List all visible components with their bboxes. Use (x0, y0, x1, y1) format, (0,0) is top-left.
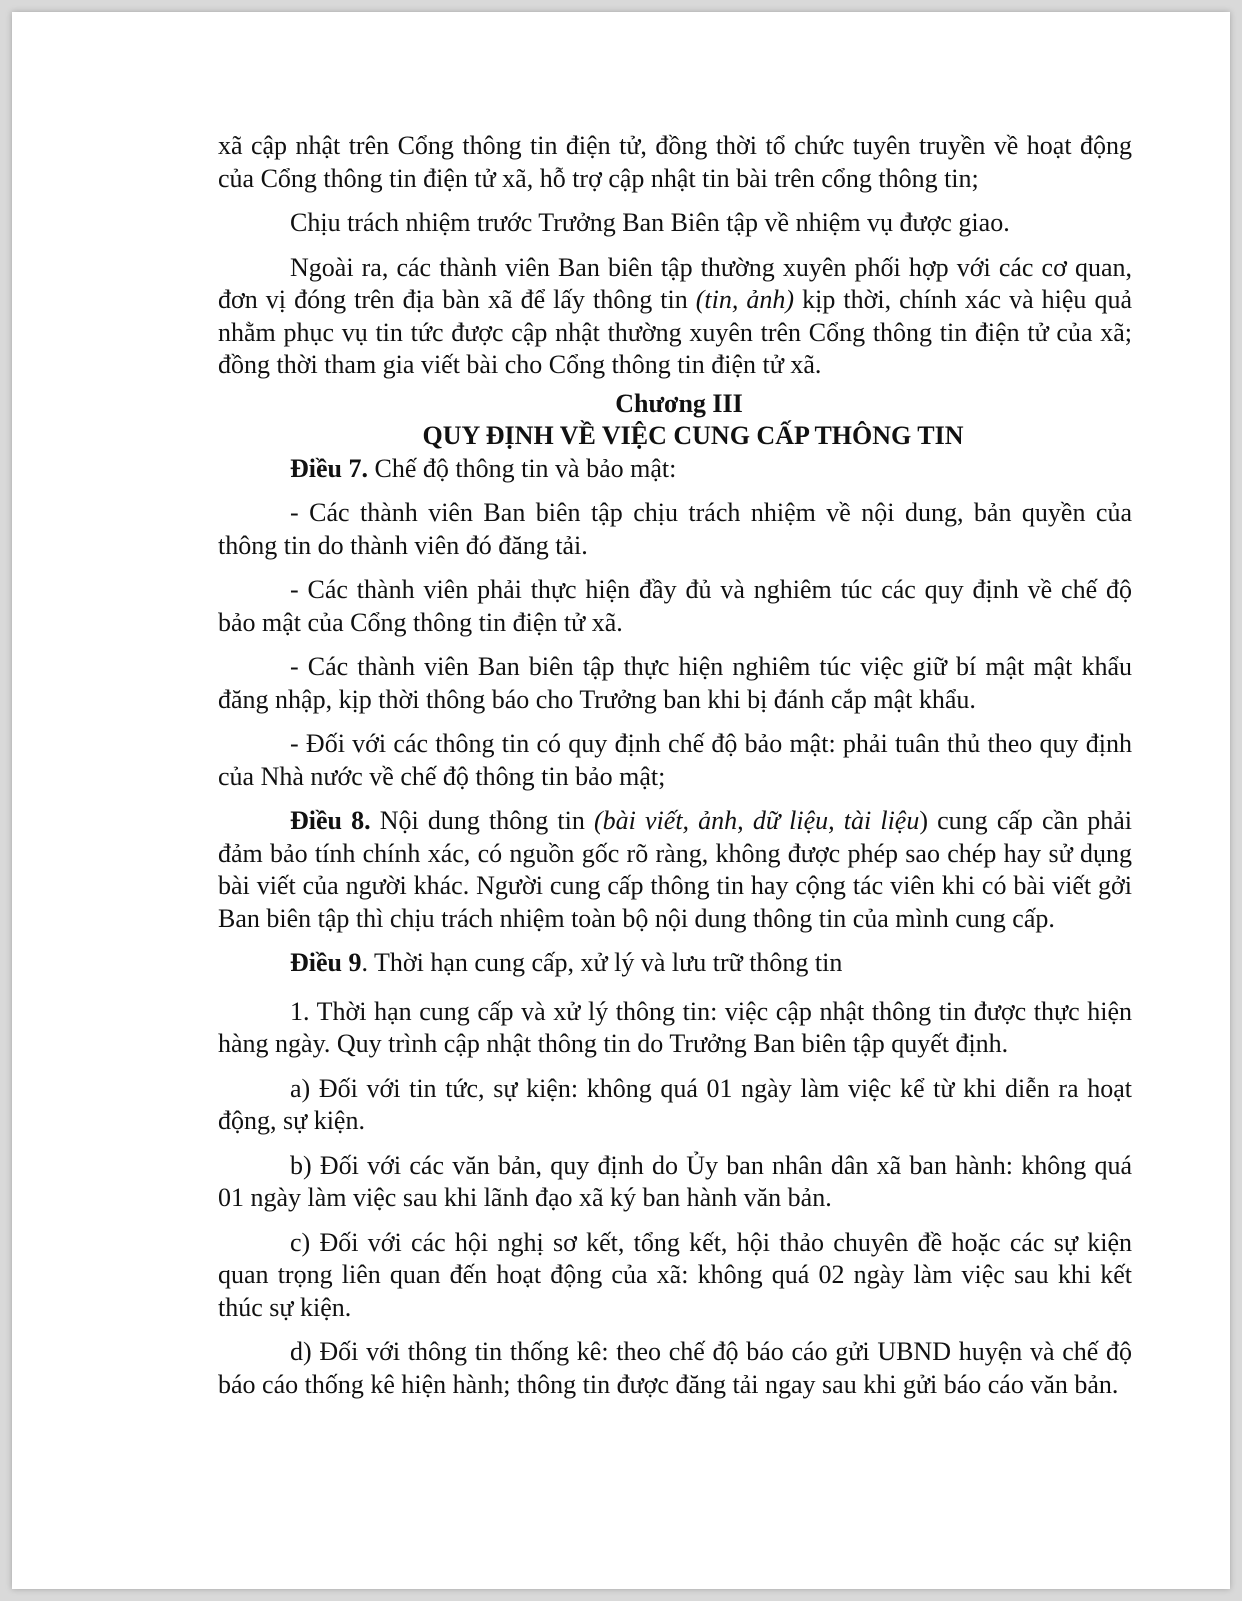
article-7-heading (218, 453, 1132, 486)
article-9-heading-text: . Thời hạn cung cấp, xử lý và lưu trữ thông tin (361, 948, 843, 977)
article-7-label: Điều 7. (290, 453, 368, 483)
article-7-item: - Các thành viên Ban biên tập chịu trách nhiệm về nội dung, bản quyền của thông tin do thành viên đó đăng tải. (218, 498, 1132, 560)
paragraph-portal-update: xã cập nhật trên Cổng thông tin điện tử, đồng thời tổ chức tuyên truyền về hoạt động của Cổng thông tin điện tử xã, hỗ trợ cập nhật tin bài trên cổng thông tin; (218, 131, 1132, 193)
article-9-item: d) Đối với thông tin thống kê: theo chế độ báo cáo gửi UBND huyện và chế độ báo cáo thống kê hiện hành; thông tin được đăng tải ngay sau khi gửi báo cáo văn bản. (218, 1337, 1132, 1399)
article-9-item: c) Đối với các hội nghị sơ kết, tổng kết, hội thảo chuyên đề hoặc các sự kiện quan trọng liên quan đến hoạt động của xã: không quá 02 ngày làm việc sau khi kết thúc sự kiện. (218, 1227, 1132, 1322)
document-body (218, 130, 1132, 1401)
chapter-number: Chương III (615, 388, 743, 418)
article-9-item: a) Đối với tin tức, sự kiện: không quá 01 ngày làm việc kể từ khi diễn ra hoạt động, sự kiện. (218, 1073, 1132, 1135)
article-9-item: 1. Thời hạn cung cấp và xử lý thông tin: việc cập nhật thông tin được thực hiện hàng ngày. Quy trình cập nhật thông tin do Trưởng Ban biên tập quyết định. (218, 996, 1132, 1058)
article-7-item: - Đối với các thông tin có quy định chế độ bảo mật: phải tuân thủ theo quy định của Nhà nước về chế độ thông tin bảo mật; (218, 729, 1132, 791)
article-8-text-a: Nội dung thông tin (370, 806, 594, 835)
paragraph-coordination-text-a: Ngoài ra, các thành viên Ban biên tập thường xuyên phối hợp với các cơ quan, đơn vị đóng trên địa bàn xã để lấy thông tin (218, 252, 1132, 314)
article-7-item: - Các thành viên Ban biên tập thực hiện nghiêm túc việc giữ bí mật mật khẩu đăng nhập, kịp thời thông báo cho Trưởng ban khi bị đánh cắp mật khẩu. (218, 652, 1132, 714)
article-8-label: Điều 8. (290, 806, 371, 835)
article-9-heading (218, 947, 1132, 980)
article-9-label: Điều 9 (290, 948, 362, 977)
article-7-heading-text: Chế độ thông tin và bảo mật: (368, 453, 677, 483)
paragraph-coordination (218, 252, 1132, 382)
article-8-italic: (bài viết, ảnh, dữ liệu, tài liệu (594, 806, 920, 835)
article-8-text-b: ) cung cấp cần phải đảm bảo tính chính xác, có nguồn gốc rõ ràng, không được phép sao chép hay sử dụng bài viết của người khác. Người cung cấp thông tin hay cộng tác viên khi có bài viết gởi Ban biên tập thì chịu trách nhiệm toàn bộ nội dung thông tin của mình cung cấp. (218, 806, 1133, 933)
article-8-paragraph (218, 805, 1132, 935)
document-page (12, 12, 1230, 1589)
paragraph-coordination-italic: (tin, ảnh) (695, 285, 795, 314)
paragraph-responsibility: Chịu trách nhiệm trước Trưởng Ban Biên tập về nhiệm vụ được giao. (290, 208, 1010, 237)
chapter-title: QUY ĐỊNH VỀ VIỆC CUNG CẤP THÔNG TIN (422, 421, 964, 450)
article-9-item: b) Đối với các văn bản, quy định do Ủy ban nhân dân xã ban hành: không quá 01 ngày làm việc sau khi lãnh đạo xã ký ban hành văn bản. (218, 1150, 1132, 1212)
article-7-item: - Các thành viên phải thực hiện đầy đủ và nghiêm túc các quy định về chế độ bảo mật của Cổng thông tin điện tử xã. (218, 575, 1132, 637)
paragraph-coordination-text-b: kịp thời, chính xác và hiệu quả nhằm phục vụ tin tức được cập nhật thường xuyên trên Cổng thông tin điện tử của xã; đồng thời tham gia viết bài cho Cổng thông tin điện tử xã. (218, 285, 1133, 379)
